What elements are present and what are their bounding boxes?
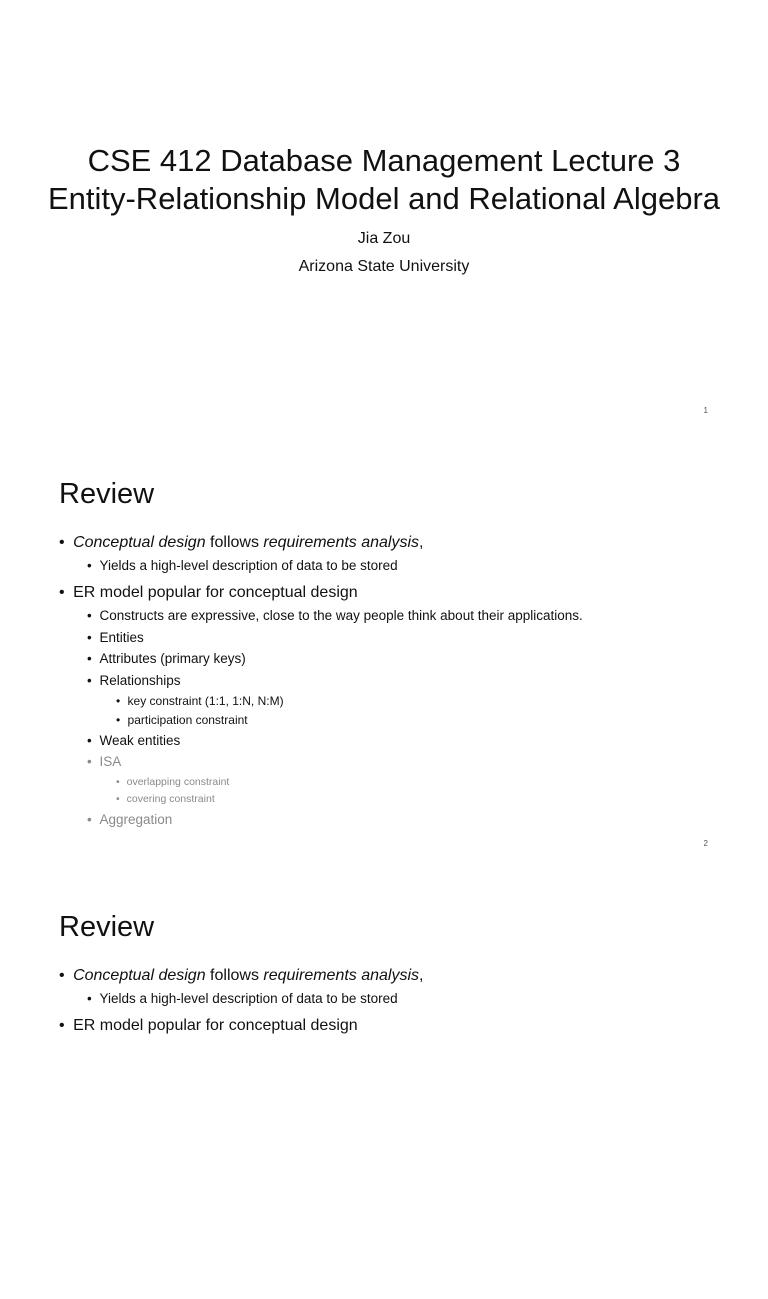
- bullet-glyph: •: [116, 694, 121, 708]
- list-text: ER model popular for conceptual design: [73, 584, 358, 601]
- list-item: [87, 608, 583, 623]
- list-item-dimmed: [116, 793, 215, 805]
- list-item: [87, 991, 398, 1006]
- bullet-glyph: •: [87, 608, 92, 623]
- bullet-glyph: •: [87, 630, 92, 645]
- list-text: follows: [205, 534, 264, 551]
- list-item: [87, 651, 246, 666]
- list-text: Entities: [99, 630, 144, 645]
- bullet-glyph: •: [59, 967, 65, 984]
- review-slide-continued: [0, 866, 768, 1299]
- emphasis-text: Conceptual design: [73, 534, 206, 551]
- list-text: overlapping constraint: [126, 776, 230, 788]
- bullet-list: [0, 866, 768, 1299]
- list-text: key constraint (1:1, 1:N, N:M): [127, 694, 284, 708]
- list-item: [116, 694, 284, 708]
- emphasis-text: requirements analysis: [263, 967, 420, 984]
- bullet-glyph: •: [87, 991, 92, 1006]
- list-item: [87, 673, 181, 688]
- list-item-dimmed: [87, 812, 172, 827]
- emphasis-text: Conceptual design: [73, 967, 206, 984]
- list-text: Attributes (primary keys): [99, 651, 246, 666]
- list-text: ISA: [99, 754, 122, 769]
- list-text: Yields a high-level description of data to be stored: [99, 991, 398, 1006]
- list-item-dimmed: [116, 776, 229, 788]
- list-item: [59, 1017, 358, 1035]
- list-text: participation constraint: [127, 713, 248, 727]
- bullet-glyph: •: [87, 812, 92, 827]
- review-slide: [0, 433, 768, 866]
- bullet-glyph: •: [116, 713, 121, 727]
- list-text: ,: [419, 534, 424, 551]
- bullet-glyph: •: [59, 584, 65, 601]
- list-item-dimmed: [87, 754, 121, 769]
- list-item: [87, 733, 180, 748]
- slide-heading: Review: [59, 911, 155, 943]
- slide-heading: Review: [59, 478, 155, 510]
- list-item: [87, 558, 398, 573]
- bullet-list: [0, 433, 768, 866]
- page-number: 1: [703, 406, 708, 415]
- list-text: Yields a high-level description of data to be stored: [99, 558, 398, 573]
- list-item: [59, 584, 358, 602]
- bullet-glyph: •: [87, 651, 92, 666]
- list-text: Constructs are expressive, close to the way people think about their applications.: [99, 608, 583, 623]
- author-name: Jia Zou: [357, 230, 411, 247]
- title-line-2: Entity-Relationship Model and Relational Algebra: [47, 181, 721, 216]
- bullet-glyph: •: [59, 1017, 65, 1034]
- bullet-glyph: •: [116, 793, 120, 805]
- slide-title: [0, 142, 768, 218]
- list-text: Aggregation: [99, 812, 173, 827]
- title-slide: [0, 0, 768, 433]
- bullet-glyph: •: [59, 534, 65, 551]
- title-line-1: CSE 412 Database Management Lecture 3: [87, 143, 681, 178]
- list-item: [87, 630, 144, 645]
- list-item: [59, 534, 423, 552]
- list-item: [116, 713, 248, 727]
- bullet-glyph: •: [116, 776, 120, 788]
- list-text: ER model popular for conceptual design: [73, 1017, 358, 1034]
- emphasis-text: requirements analysis: [263, 534, 420, 551]
- list-text: covering constraint: [126, 793, 215, 805]
- list-item: [59, 967, 423, 985]
- author-affiliation: Arizona State University: [298, 258, 470, 275]
- list-text: Weak entities: [99, 733, 181, 748]
- page-number: 2: [703, 839, 708, 848]
- bullet-glyph: •: [87, 733, 92, 748]
- bullet-glyph: •: [87, 754, 92, 769]
- list-text: follows: [205, 967, 264, 984]
- bullet-glyph: •: [87, 558, 92, 573]
- bullet-glyph: •: [87, 673, 92, 688]
- list-text: ,: [419, 967, 424, 984]
- list-text: Relationships: [99, 673, 181, 688]
